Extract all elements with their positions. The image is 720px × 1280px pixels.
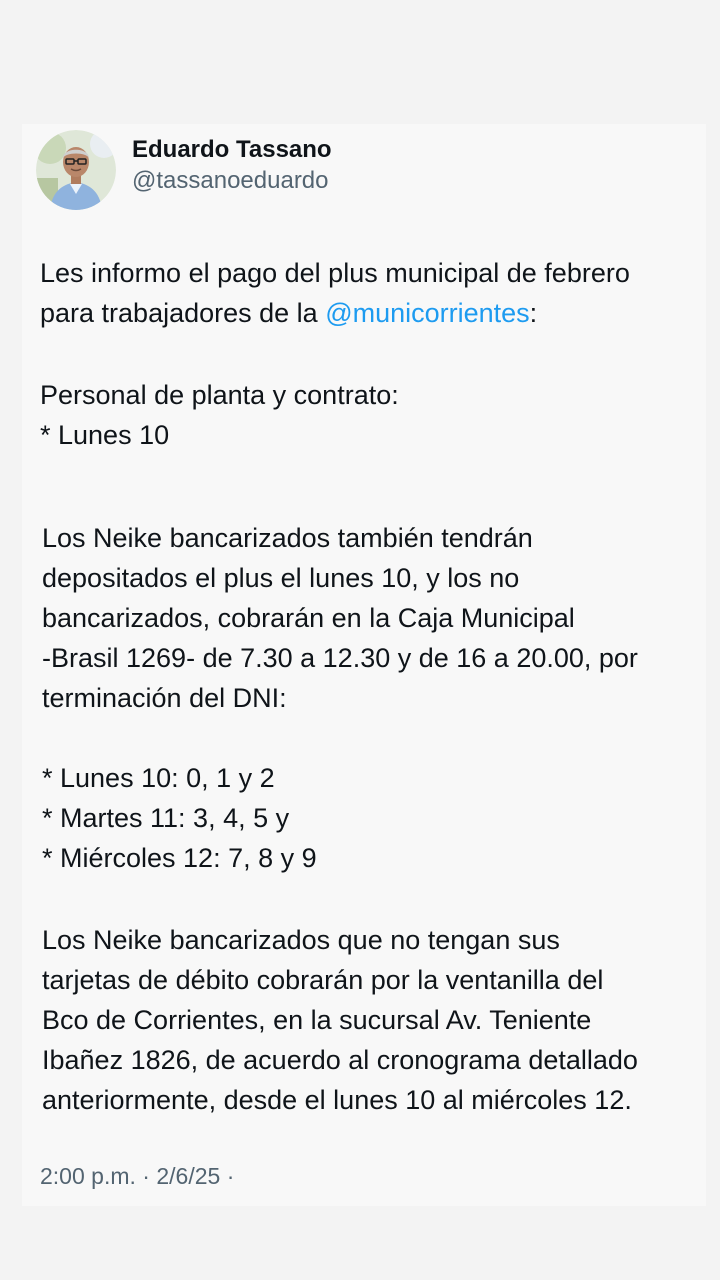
tweet-text-line: Los Neike bancarizados que no tengan sus — [42, 925, 560, 955]
author-handle[interactable]: @tassanoeduardo — [132, 167, 329, 194]
tweet-time[interactable]: 2:00 p.m. — [40, 1163, 136, 1189]
tweet-paragraph-3 — [42, 518, 702, 878]
meta-separator: · — [142, 1163, 150, 1189]
tweet-text-line: terminación del DNI: — [42, 683, 287, 713]
tweet-text-fragment: : — [529, 298, 538, 328]
tweet-text-line: Bco de Corrientes, en la sucursal Av. Teniente — [42, 1005, 592, 1035]
tweet-text-line: anteriormente, desde el lunes 10 al miércoles 12. — [42, 1085, 632, 1115]
tweet-text-line: * Lunes 10: 0, 1 y 2 — [42, 763, 275, 793]
tweet-text-line: * Martes 11: 3, 4, 5 y — [42, 803, 290, 833]
mention-link[interactable]: @municorrientes — [325, 298, 530, 328]
tweet-text-line — [40, 293, 700, 333]
tweet-text-line: Los Neike bancarizados también tendrán — [42, 523, 533, 553]
tweet-text-line: * Miércoles 12: 7, 8 y 9 — [42, 843, 317, 873]
author-display-name[interactable]: Eduardo Tassano — [132, 136, 332, 163]
tweet-paragraph-4 — [42, 920, 702, 1120]
tweet-text-line: bancarizados, cobrarán en la Caja Municipal — [42, 603, 575, 633]
tweet-date[interactable]: 2/6/25 — [156, 1163, 221, 1189]
tweet-meta — [40, 1160, 234, 1192]
tweet-text-line: tarjetas de débito cobrarán por la ventanilla del — [42, 965, 604, 995]
tweet-paragraph-2 — [40, 375, 700, 455]
tweet-text-line: Personal de planta y contrato: — [40, 380, 399, 410]
tweet-author[interactable] — [36, 130, 332, 210]
author-names — [132, 135, 332, 197]
meta-separator: · — [226, 1163, 235, 1189]
tweet-paragraph-1 — [40, 253, 700, 333]
tweet-text-line: Ibañez 1826, de acuerdo al cronograma detallado — [42, 1045, 638, 1075]
tweet-text-line: * Lunes 10 — [40, 420, 170, 450]
tweet-text-line: Les informo el pago del plus municipal de febrero — [40, 258, 630, 288]
tweet-text-line — [42, 718, 702, 758]
avatar-photo — [36, 130, 116, 210]
tweet-text-fragment: para trabajadores de la — [40, 298, 326, 328]
tweet-text-line: depositados el plus el lunes 10, y los no — [42, 563, 520, 593]
tweet-text-line: -Brasil 1269- de 7.30 a 12.30 y de 16 a 20.00, por — [42, 643, 638, 673]
author-avatar[interactable] — [36, 130, 116, 210]
